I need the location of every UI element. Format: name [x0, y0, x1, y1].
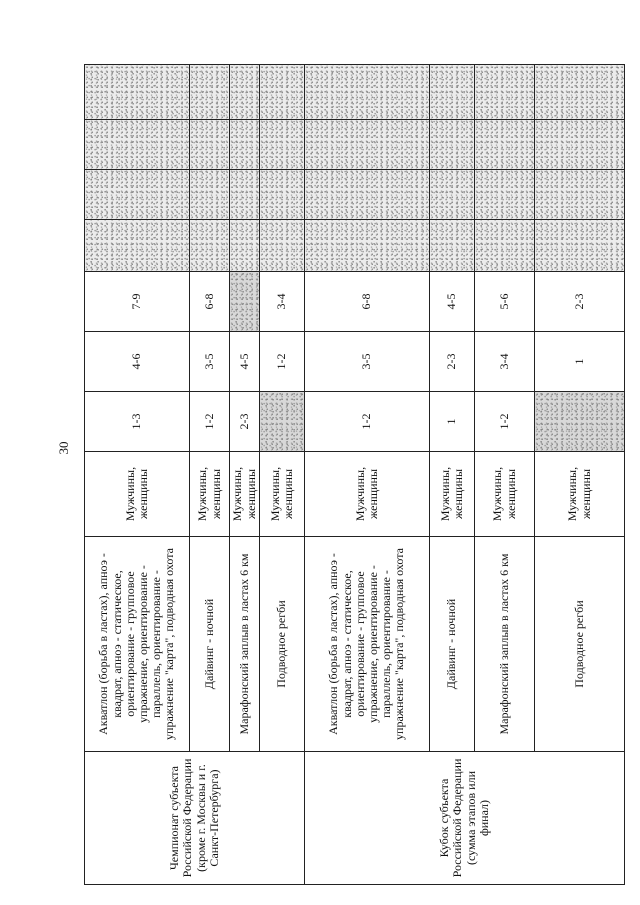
discipline-cell: Акватлон (борьба в ластах), апноэ - квадрат, апноэ - статическое, ориентирование - групповое упражнение, ориентирование - параллель, ориентирование - упражнение "карта", подводная охота: [85, 537, 190, 752]
place-range-cell: 1: [430, 392, 475, 452]
place-range-cell: 1-2: [260, 332, 305, 392]
place-range-cell: 4-5: [230, 332, 260, 392]
place-range-cell: 6-8: [305, 272, 430, 332]
place-range-cell: 2-3: [230, 392, 260, 452]
rotated-table-container: [84, 65, 624, 885]
empty-shaded-cell: [190, 170, 230, 220]
place-range-cell: 3-5: [305, 332, 430, 392]
discipline-cell: Марафонский заплыв в ластах 6 км: [230, 537, 260, 752]
empty-shaded-cell: [305, 120, 430, 170]
empty-shaded-cell: [230, 65, 260, 120]
place-range-cell: 3-4: [260, 272, 305, 332]
place-range-cell: 1-2: [305, 392, 430, 452]
empty-shaded-cell: [305, 170, 430, 220]
place-range-cell: 1: [535, 332, 625, 392]
place-range-cell: 4-5: [430, 272, 475, 332]
competition-name: Чемпионат субъекта Российской Федерации (кроме г. Москвы и г. Санкт-Петербурга): [85, 752, 305, 885]
place-range-cell: 6-8: [190, 272, 230, 332]
empty-shaded-cell: [535, 120, 625, 170]
gender-cell: Мужчины, женщины: [260, 452, 305, 537]
gender-cell: Мужчины, женщины: [305, 452, 430, 537]
empty-shaded-cell: [260, 170, 305, 220]
empty-shaded-cell: [475, 120, 535, 170]
discipline-cell: Марафонский заплыв в ластах 6 км: [475, 537, 535, 752]
empty-shaded-cell: [475, 170, 535, 220]
discipline-cell: Подводное регби: [260, 537, 305, 752]
empty-shaded-cell: [305, 65, 430, 120]
place-range-cell: 2-3: [430, 332, 475, 392]
competition-name: Кубок субъекта Российской Федерации (сумма этапов или финал): [305, 752, 625, 885]
empty-shaded-cell: [475, 220, 535, 272]
empty-shaded-cell: [475, 65, 535, 120]
empty-shaded-cell: [430, 220, 475, 272]
gender-cell: Мужчины, женщины: [85, 452, 190, 537]
empty-shaded-cell: [85, 170, 190, 220]
empty-shaded-cell: [535, 220, 625, 272]
empty-shaded-cell: [535, 170, 625, 220]
shaded-cell: [535, 392, 625, 452]
discipline-cell: Дайвинг - ночной: [190, 537, 230, 752]
sports-rank-table: [84, 64, 625, 885]
empty-shaded-cell: [190, 120, 230, 170]
empty-shaded-cell: [260, 220, 305, 272]
gender-cell: Мужчины, женщины: [190, 452, 230, 537]
shaded-cell: [260, 392, 305, 452]
empty-shaded-cell: [535, 65, 625, 120]
empty-shaded-cell: [230, 220, 260, 272]
empty-shaded-cell: [430, 170, 475, 220]
discipline-cell: Дайвинг - ночной: [430, 537, 475, 752]
empty-shaded-cell: [430, 120, 475, 170]
place-range-cell: 4-6: [85, 332, 190, 392]
empty-shaded-cell: [85, 220, 190, 272]
discipline-cell: Подводное регби: [535, 537, 625, 752]
place-range-cell: 7-9: [85, 272, 190, 332]
empty-shaded-cell: [430, 65, 475, 120]
page-number: 30: [56, 441, 71, 455]
empty-shaded-cell: [305, 220, 430, 272]
place-range-cell: 1-2: [475, 392, 535, 452]
empty-shaded-cell: [260, 120, 305, 170]
shaded-cell: [230, 272, 260, 332]
gender-cell: Мужчины, женщины: [475, 452, 535, 537]
empty-shaded-cell: [190, 65, 230, 120]
empty-shaded-cell: [190, 220, 230, 272]
place-range-cell: 2-3: [535, 272, 625, 332]
place-range-cell: 3-4: [475, 332, 535, 392]
place-range-cell: 3-5: [190, 332, 230, 392]
gender-cell: Мужчины, женщины: [430, 452, 475, 537]
place-range-cell: 1-2: [190, 392, 230, 452]
place-range-cell: 5-6: [475, 272, 535, 332]
discipline-cell: Акватлон (борьба в ластах), апноэ - квадрат, апноэ - статическое, ориентирование - групповое упражнение, ориентирование - параллель, ориентирование - упражнение "карта", подводная охота: [305, 537, 430, 752]
place-range-cell: 1-3: [85, 392, 190, 452]
table-row: [85, 65, 190, 885]
table-row: [305, 65, 430, 885]
empty-shaded-cell: [260, 65, 305, 120]
gender-cell: Мужчины, женщины: [230, 452, 260, 537]
empty-shaded-cell: [230, 120, 260, 170]
empty-shaded-cell: [85, 120, 190, 170]
empty-shaded-cell: [85, 65, 190, 120]
empty-shaded-cell: [230, 170, 260, 220]
gender-cell: Мужчины, женщины: [535, 452, 625, 537]
